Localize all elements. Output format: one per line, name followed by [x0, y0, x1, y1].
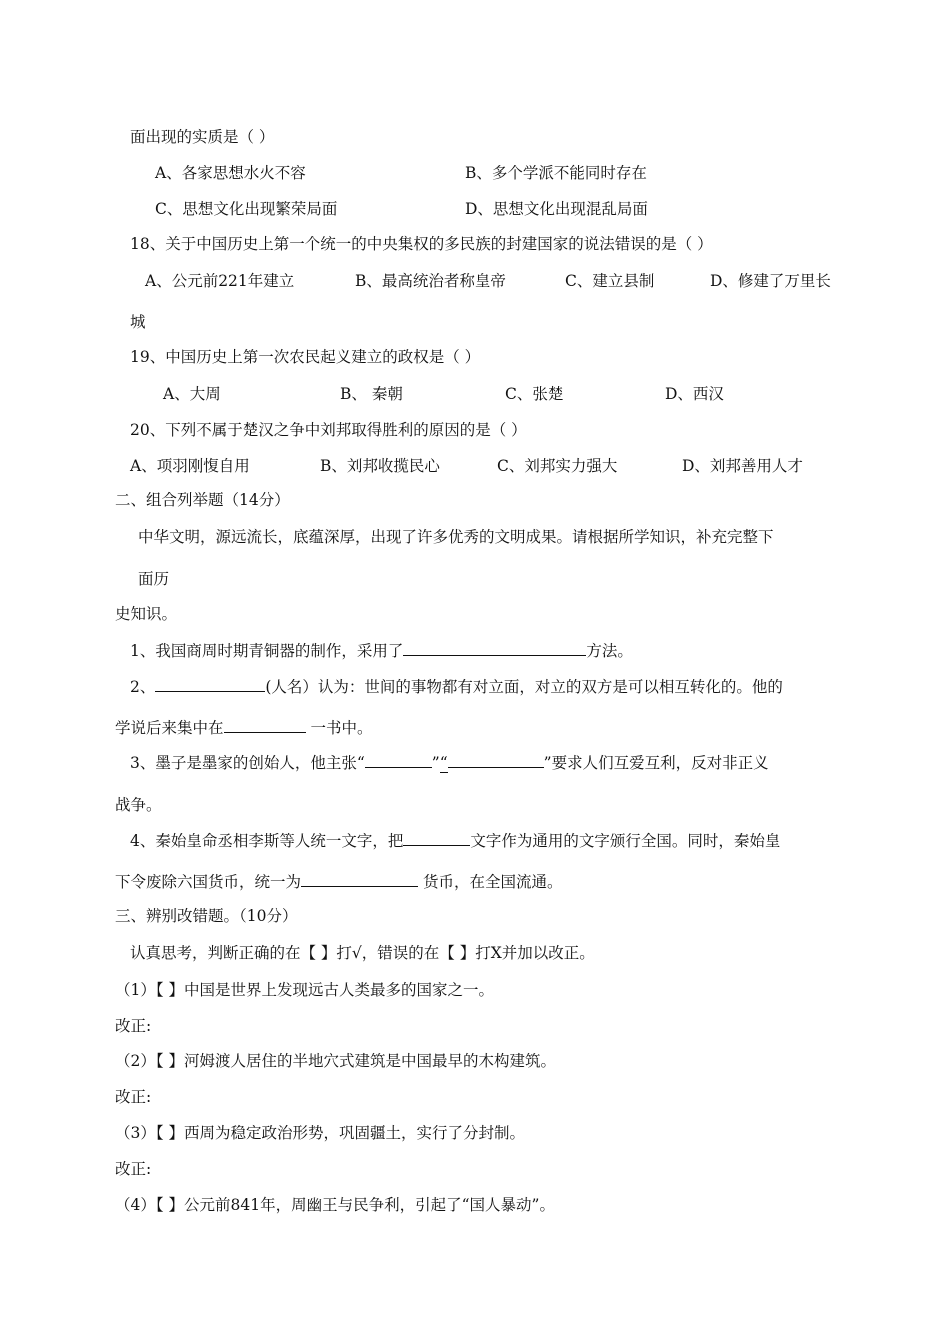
- q18-option-c: C、建立县制: [565, 272, 655, 290]
- item4-blank-script[interactable]: [403, 831, 470, 846]
- item3-text-c: “: [439, 754, 448, 772]
- item2-blank-book[interactable]: [224, 718, 306, 733]
- section3-heading: 三、辨别改错题。（10分）: [115, 907, 298, 925]
- q19-option-a: A、大周: [163, 385, 221, 403]
- section3-intro: 认真思考，判断正确的在【 】打√，错误的在【 】打X并加以改正。: [130, 944, 595, 962]
- section2-heading: 二、组合列举题（14分）: [115, 491, 290, 509]
- section2-intro-line3: 史知识。: [115, 605, 178, 623]
- section2-item1: [130, 641, 633, 661]
- section3-item-3: （3）【 】西周为稳定政治形势，巩固疆土，实行了分封制。: [115, 1124, 526, 1142]
- q17-option-d: D、思想文化出现混乱局面: [465, 200, 648, 218]
- item2-blank-person[interactable]: [155, 677, 265, 692]
- item3-blank-1[interactable]: [365, 753, 432, 768]
- item4-text-a: 4、秦始皇命丞相李斯等人统一文字，把: [130, 832, 404, 850]
- q17-stem-continuation: 面出现的实质是（ ）: [130, 128, 275, 146]
- item3-text-b: ”: [431, 754, 440, 772]
- section3-item-4: （4）【 】公元前841年，周幽王与民争利，引起了“国人暴动”。: [115, 1196, 555, 1214]
- section2-item3-line1: [130, 753, 769, 773]
- q17-option-c: C、思想文化出现繁荣局面: [155, 200, 338, 218]
- section2-intro-line2: 面历: [138, 570, 170, 588]
- correction-label-1: 改正:: [115, 1017, 152, 1035]
- q19-option-c: C、张楚: [505, 385, 564, 403]
- q20-stem: 20、下列不属于楚汉之争中刘邦取得胜利的原因的是（ ）: [130, 421, 527, 439]
- item3-text-a: 3、墨子是墨家的创始人，他主张“: [130, 754, 365, 772]
- q19-option-b: B、 秦朝: [340, 385, 403, 403]
- item1-text-b: 方法。: [586, 642, 633, 660]
- q20-option-b: B、刘邦收揽民心: [320, 457, 440, 475]
- q18-option-a: A、公元前221年建立: [145, 272, 295, 290]
- item4-text-d: 货币，在全国流通。: [418, 873, 563, 891]
- section2-item4-line2: [115, 872, 562, 892]
- section3-item-2: （2）【 】河姆渡人居住的半地穴式建筑是中国最早的木构建筑。: [115, 1052, 557, 1070]
- q18-option-b: B、最高统治者称皇帝: [355, 272, 506, 290]
- item2-text-d: 一书中。: [305, 719, 373, 737]
- q17-option-b: B、多个学派不能同时存在: [465, 164, 647, 182]
- q18-option-d: D、修建了万里长: [710, 272, 831, 290]
- item3-text-d: ”要求人们互爱互利，反对非正义: [543, 754, 769, 772]
- q19-stem: 19、中国历史上第一次农民起义建立的政权是（ ）: [130, 348, 481, 366]
- q19-option-d: D、西汉: [665, 385, 724, 403]
- q18-stem: 18、关于中国历史上第一个统一的中央集权的多民族的封建国家的说法错误的是（ ）: [130, 235, 713, 253]
- item3-blank-2[interactable]: [448, 753, 544, 768]
- q20-option-a: A、项羽刚愎自用: [130, 457, 250, 475]
- section2-item4-line1: [130, 831, 780, 851]
- item4-text-c: 下令废除六国货币，统一为: [115, 873, 302, 891]
- section2-item3-line2: 战争。: [115, 796, 162, 814]
- section2-item2-line2: [115, 718, 372, 738]
- correction-label-2: 改正:: [115, 1088, 152, 1106]
- section2-intro-line1: 中华文明，源远流长，底蕴深厚，出现了许多优秀的文明成果。请根据所学知识，补充完整下: [138, 528, 774, 546]
- item2-text-b: (人名）认为：世间的事物都有对立面，对立的双方是可以相互转化的。他的: [265, 678, 783, 696]
- item1-text-a: 1、我国商周时期青铜器的制作，采用了: [130, 642, 404, 660]
- correction-label-3: 改正:: [115, 1160, 152, 1178]
- section3-item-1: （1）【 】中国是世界上发现远古人类最多的国家之一。: [115, 981, 495, 999]
- q17-option-a: A、各家思想水火不容: [155, 164, 306, 182]
- q18-option-d-wrap: 城: [130, 313, 146, 331]
- item1-blank[interactable]: [403, 641, 586, 656]
- q20-option-d: D、刘邦善用人才: [682, 457, 803, 475]
- item4-text-b: 文字作为通用的文字颁行全国。同时，秦始皇: [470, 832, 781, 850]
- q20-option-c: C、刘邦实力强大: [497, 457, 618, 475]
- section2-item2-line1: [130, 677, 783, 697]
- item2-text-a: 2、: [130, 678, 156, 696]
- item2-text-c: 学说后来集中在: [115, 719, 224, 737]
- item4-blank-currency[interactable]: [301, 872, 418, 887]
